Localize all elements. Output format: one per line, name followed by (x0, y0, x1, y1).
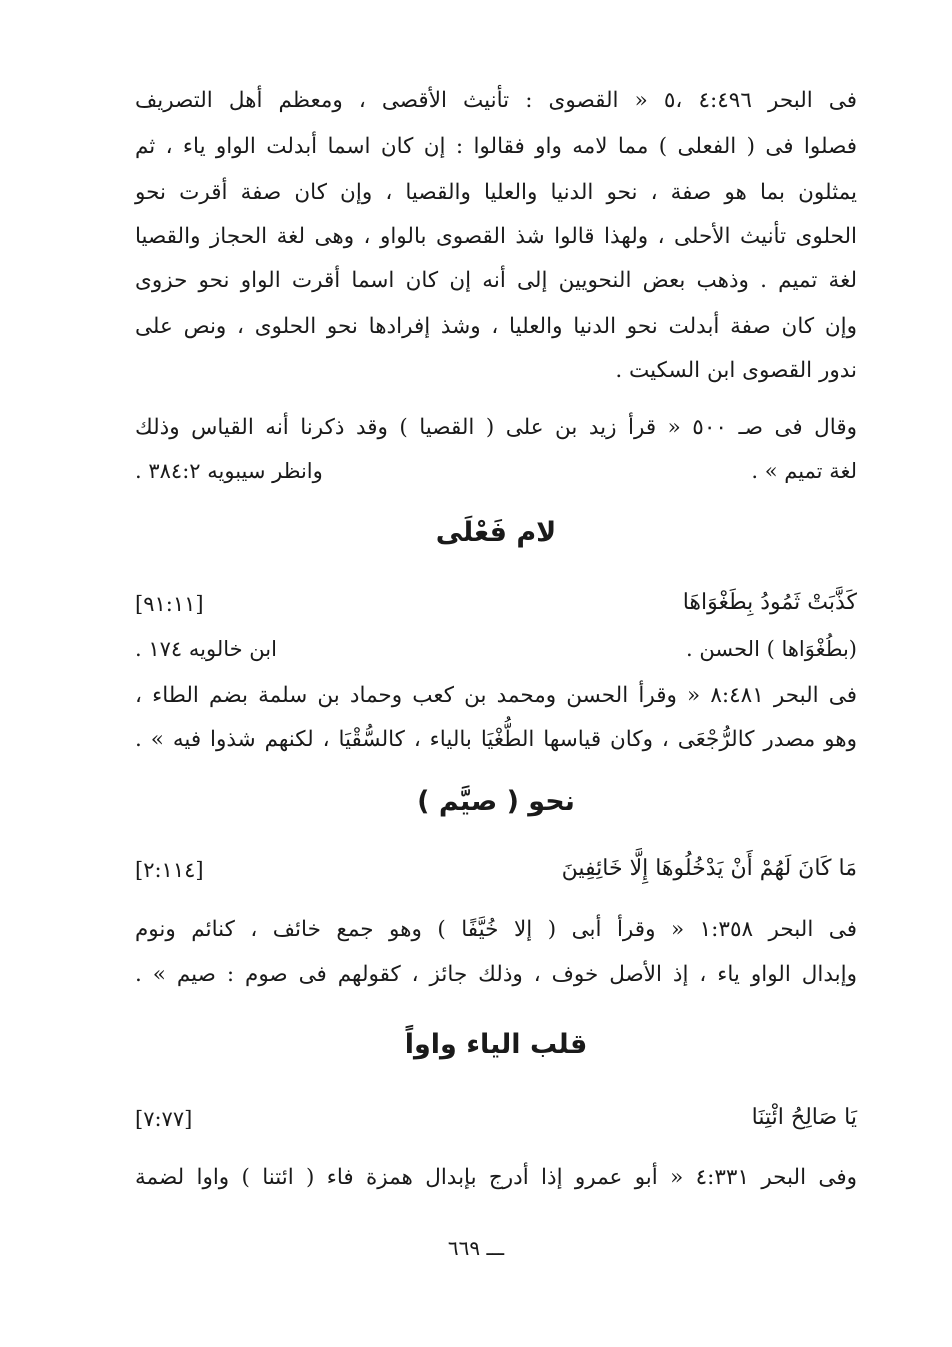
sibawayh-reference: وانظر سيبويه ٣٨٤:٢ . (135, 459, 323, 483)
body-line: فى البحر ٤:٤٩٦ ،٥ « القصوى : تأنيث الأقصى ، ومعظم أهل التصريف (135, 88, 857, 113)
page-number: ـــ ٦٦٩ (447, 1236, 505, 1260)
section-heading: نحو ( صيَّم ) (417, 786, 575, 817)
body-line: وإن كان صفة أبدلت نحو الدنيا والعليا ، وشذ إفرادها نحو الحلوى ، ونص على (135, 314, 857, 339)
body-line: فصلوا فى ( الفعلى ) مما لامه واو فقالوا : إن كان اسما أبدلت الواو ياء ، ثم (135, 134, 857, 159)
section-heading: قلب الياء واواً (404, 1029, 588, 1060)
body-line: ندور القصوى ابن السكيت . (615, 358, 857, 383)
quran-verse: مَا كَانَ لَهُمْ أَنْ يَدْخُلُوهَا إِلَّا خَائِفِينَ (561, 856, 857, 881)
quran-verse: يَا صَالِحُ ائْتِنَا (751, 1105, 857, 1130)
body-line: فى البحر ٨:٤٨١ « وقرأ الحسن ومحمد بن كعب وحماد بن سلمة بضم الطاء ، (135, 683, 857, 708)
body-line: فى البحر ١:٣٥٨ « وقرأ أبى ( إلا خُيَّفًا ) وهو جمع خائف ، كنائم ونوم (135, 917, 857, 942)
body-line: وهو مصدر كالرُّجْعَى ، وكان قياسها الطُّغْيَا بالياء ، كالسُّقْيَا ، لكنهم شذوا فيه » . (135, 727, 857, 752)
body-line: لغة تميم . وذهب بعض النحويين إلى أنه إن كان اسما أقرت الواو نحو حزوى (135, 268, 857, 293)
section-heading: لام فَعْلَى (435, 517, 557, 548)
reading-source: ابن خالويه ١٧٤ . (135, 637, 277, 661)
verse-reference: [٧:٧٧] (135, 1107, 193, 1131)
body-line: وإبدال الواو ياء ، إذ الأصل خوف ، وذلك جائز ، كقولهم فى صوم : صيم » . (135, 962, 857, 987)
verse-reference: [٢:١١٤] (135, 858, 204, 882)
verse-reference: [٩١:١١] (135, 592, 204, 616)
variant-reading: (بطُغْوَاها ) الحسن . (686, 637, 857, 661)
body-line: وقال فى صـ ٥٠٠ « قرأ زيد بن على ( القصيا ) وقد ذكرنا أنه القياس وذلك (135, 415, 858, 440)
body-line: وفى البحر ٤:٣٣١ « أبو عمرو إذا أدرج بإبدال همزة فاء ( ائتنا ) واوا لضمة (135, 1165, 857, 1190)
quran-verse: كَذَّبَتْ ثَمُودُ بِطَغْوَاهَا (682, 590, 857, 615)
body-line-right: لغة تميم » . (751, 459, 857, 483)
body-line: الحلوى تأنيث الأحلى ، ولهذا قالوا شذ القصوى بالواو ، وهى لغة الحجاز والقصيا (135, 224, 857, 249)
body-line: يمثلون بما هو صفة ، نحو الدنيا والعليا والقصيا ، وإن كان صفة أقرت نحو (135, 180, 857, 205)
